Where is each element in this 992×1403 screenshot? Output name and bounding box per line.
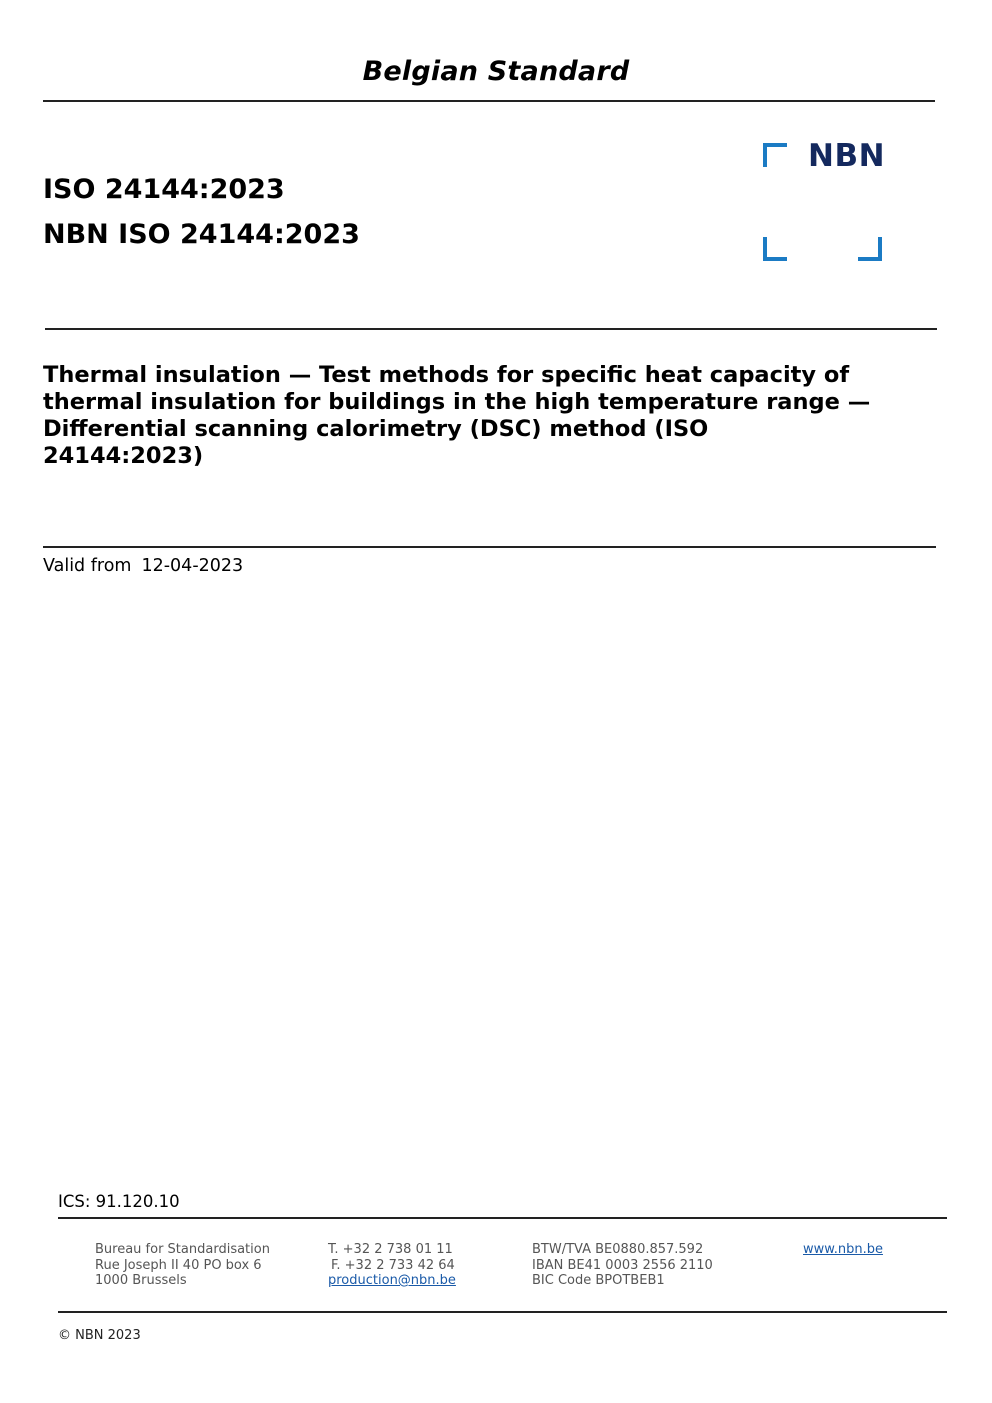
nbn-logo bbox=[760, 140, 888, 265]
footer-vat: BTW/TVA BE0880.857.592 bbox=[532, 1242, 704, 1257]
footer-org-name: Bureau for Standardisation bbox=[95, 1242, 270, 1257]
footer-fax: F. +32 2 733 42 64 bbox=[331, 1257, 455, 1273]
page-header-title: Belgian Standard bbox=[362, 56, 630, 87]
footer-address-block bbox=[95, 1242, 270, 1289]
footer-website-link[interactable]: www.nbn.be bbox=[803, 1242, 883, 1257]
footer-bottom-divider bbox=[58, 1311, 947, 1313]
footer-bic: BIC Code BPOTBEB1 bbox=[532, 1273, 665, 1288]
footer-contact-block bbox=[328, 1242, 456, 1289]
logo-corner-bottom-right bbox=[858, 237, 882, 261]
footer-iban: IBAN BE41 0003 2556 2110 bbox=[532, 1257, 713, 1273]
footer-top-divider bbox=[58, 1217, 947, 1219]
footer-address-line1: Rue Joseph II 40 PO box 6 bbox=[95, 1257, 262, 1273]
logo-corner-top-left bbox=[763, 143, 787, 167]
footer-web-block bbox=[803, 1242, 883, 1258]
footer-bank-block bbox=[532, 1242, 713, 1289]
logo-text: NBN bbox=[808, 138, 886, 174]
valid-from-label: Valid from bbox=[43, 556, 132, 576]
footer-address-line2: 1000 Brussels bbox=[95, 1273, 187, 1288]
footer-email-link[interactable]: production@nbn.be bbox=[328, 1273, 456, 1288]
document-title: Thermal insulation — Test methods for specific heat capacity of thermal insulation for buildings in the high temperature range — Differential scanning calorimetry (DSC) method (ISO 24144:2023) bbox=[43, 362, 871, 469]
validity-row bbox=[43, 556, 243, 576]
title-bottom-divider bbox=[43, 546, 936, 548]
title-top-divider bbox=[45, 328, 937, 330]
copyright-notice: © NBN 2023 bbox=[58, 1328, 141, 1343]
valid-from-date: 12-04-2023 bbox=[141, 556, 244, 576]
header-divider bbox=[43, 100, 935, 102]
iso-standard-number: ISO 24144:2023 bbox=[43, 174, 285, 205]
footer-phone: T. +32 2 738 01 11 bbox=[328, 1242, 453, 1257]
nbn-standard-number: NBN ISO 24144:2023 bbox=[43, 219, 360, 250]
ics-code: ICS: 91.120.10 bbox=[58, 1192, 180, 1211]
logo-corner-bottom-left bbox=[763, 237, 787, 261]
